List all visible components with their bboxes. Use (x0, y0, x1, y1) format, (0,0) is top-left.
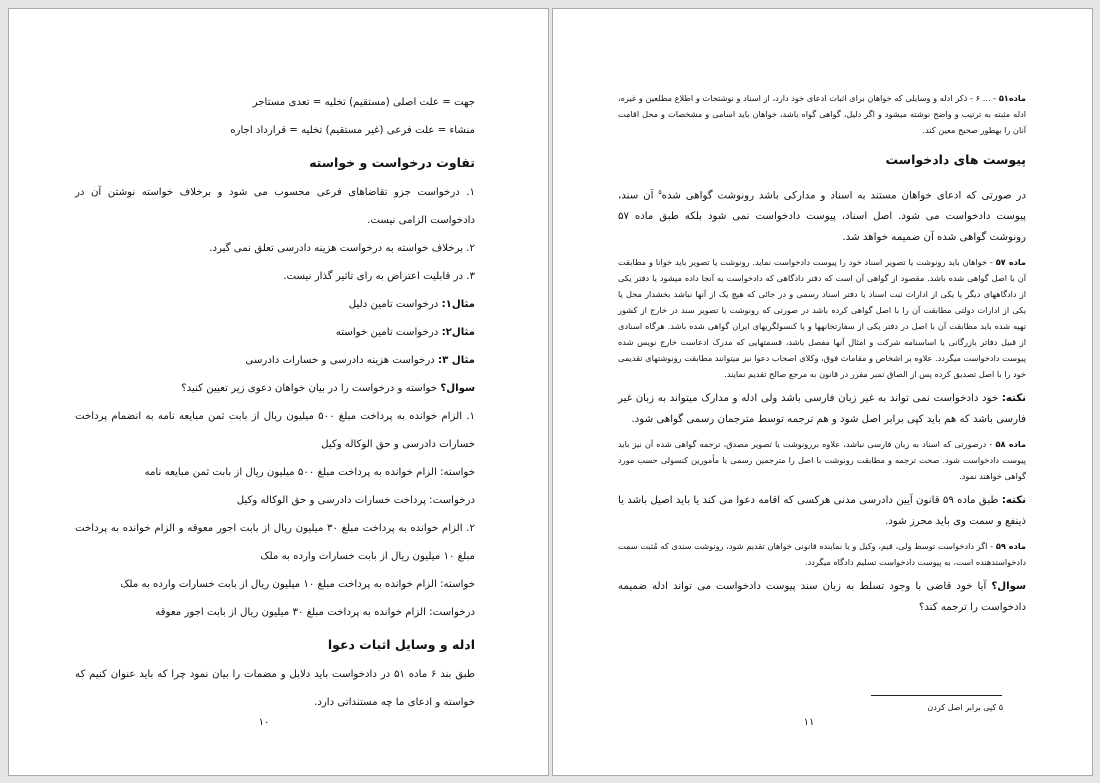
intro-text-a: در صورتی که ادعای خواهان مستند به اسناد و مدارکی باشد رونوشت گواهی شده (661, 190, 1026, 202)
note-label: نکته: (1001, 393, 1026, 405)
question-label: سوال؟ (991, 581, 1026, 593)
note-text: طبق ماده ۵۹ قانون آیین دادرسی مدنی هرکسی که اقامه دعوا می کند یا باید اصیل باشد یا ذینفع و سمت وی باید محرز شود. (618, 495, 1026, 528)
page-11-content (618, 87, 1026, 624)
note-text: خود دادخواست نمی تواند به غیر زبان فارسی باشد ولی ادله و مدارک میتواند به زبان غیر فارسی باشد که هم باید کپی برابر اصل شود و هم ترجمه توسط مترجمان رسمی گواهی شود. (618, 393, 1026, 426)
article-text: - اگر دادخواست توسط ولی، قیم، وکیل و یا نماینده قانونی خواهان تقدیم شود، رونوشت سندی که مُثبت سمت دادخواستدهنده است، به پیوست دادخواست تسلیم دادگاه میگردد. (618, 541, 1026, 568)
list-item: ۳. در قابلیت اعتراض به رای تاثیر گذار نیست. (283, 271, 475, 282)
example-label: مثال۲: (441, 327, 475, 338)
article-label: ماده ۵۸ (995, 439, 1027, 450)
example-line (75, 291, 475, 319)
footnote-divider (871, 695, 1002, 696)
case-line: درخواست: الزام خوانده به پرداخت مبلغ ۳۰ میلیون ریال از بابت اجور معوقه (155, 607, 475, 618)
note-paragraph (618, 490, 1026, 532)
section-heading: ادله و وسایل اثبات دعوا (327, 637, 475, 652)
article-label: ماده ۵۷ (995, 257, 1026, 268)
page-10-content (75, 89, 475, 717)
example-text: درخواست تامین دلیل (348, 299, 442, 310)
page-number: ۱۰ (258, 717, 270, 728)
question-text: آیا خود قاضی با وجود تسلط به زبان سند پیوست دادخواست می تواند ادله ضمیمه دادخواست را ترجمه کند؟ (618, 581, 1026, 614)
question-line (75, 375, 475, 403)
article-51 (618, 90, 1026, 138)
case-line: خواسته: الزام خوانده به پرداخت مبلغ ۱۰ میلیون ریال از بابت خسارات وارده به ملک (120, 579, 475, 590)
example-text: درخواست تامین خواسته (335, 327, 442, 338)
page-number: ۱۱ (803, 717, 815, 728)
footnote-ref: ۵ (658, 189, 662, 196)
question-text: خواسته و درخواست را در بیان خواهان دعوی زیر تعیین کنید؟ (181, 383, 441, 394)
paragraph: طبق بند ۶ ماده ۵۱ در دادخواست باید دلایل و مضمات را بیان نمود چرا که باید عنوان کنیم که خواسته و ادعای ما چه مستنداتی دارد. (75, 669, 475, 708)
section-heading: پیوست های دادخواست (885, 152, 1026, 167)
article-text: - خواهان باید رونوشت یا تصویر اسناد خود را پیوست دادخواست نماید. رونوشت یا تصویر باید خوانا و مطابقت آن با اصل گواهی شده باشد. مقصود از گواهی آن است که دفتر دادگاهی که دادخواست به آنجا داده میشود یا دفتر یکی از دادگاههای دیگر یا یکی از ادارات ثبت اسناد یا دفتر اسناد رسمی و در جائی که هیچ یک از آنها نباشد بخشدار محل یا یکی از ادارات دولتی مطابقت آن را با اصل گواهی کرده باشد در صورتی که رونوشت یا تصویر سند در خارج از کشور تهیه شده باید مطابقت آن با اصل در دفتر یکی از سفارتخانهها و یا کنسولگریهای ایران گواهی شده باشد. هرگاه اسنادی از قبیل دفاتر بازرگانی یا اساسنامه شرکت و امثال آنها مفصل باشد، قسمتهایی که مدرک ادعاست خارج نویس شده پیوست دادخواست میگردد. علاوه بر اشخاص و مقامات فوق، وکلای اصحاب دعوا نیز میتوانند مطابقت رونوشتهای تقدیمی خود را با اصل تصدیق کرده پس از الصاق تمبر مقرر در قانون به مرجع صالح تقدیم نمایند. (618, 257, 1026, 380)
intro-paragraph (618, 182, 1026, 248)
case-line: ۱. الزام خوانده به پرداخت مبلغ ۵۰۰ میلیون ریال از بابت ثمن مبایعه نامه به انضمام پرداخت خسارات دادرسی و حق الوکاله وکیل (75, 411, 475, 450)
question-paragraph (618, 576, 1026, 618)
article-text: - ... ۶ - ذکر ادله و وسایلی که خواهان برای اثبات ادعای خود دارد، از اسناد و نوشتجات و اطلاع مطلعین و غیره، ادله مثبته به ترتیب و واضح نوشته میشود و اگر دلیل، گواهی گواه باشد، خواهان باید اسامی و مشخصات و محل اقامت آنان را بهطور صحیح معین کند. (618, 93, 1026, 135)
example-line (75, 319, 475, 347)
page-11 (552, 8, 1093, 776)
page-10 (8, 8, 549, 776)
example-line (75, 347, 475, 375)
case-line: ۲. الزام خوانده به پرداخت مبلغ ۳۰ میلیون ریال از بابت اجور معوقه و الزام خوانده به پرداخت مبلغ ۱۰ میلیون ریال از بابت خسارات وارده به ملک (75, 523, 475, 562)
list-item: ۱. درخواست جزو تقاضاهای فرعی محسوب می شود و برخلاف خواسته نوشتن آن در دادخواست الزامی نیست. (75, 187, 475, 226)
intro-text-b: آن سند، پیوست دادخواست می شود. اصل اسناد، پیوست دادخواست نمی شود بلکه طبق ماده ۵۷ رونوشت گواهی شده آن ضمیمه خواهد شد. (618, 190, 1026, 244)
article-57 (618, 254, 1026, 382)
article-label: ماده۵۱ (998, 93, 1026, 103)
list-item: ۲. برخلاف خواسته به درخواست هزینه دادرسی تعلق نمی گیرد. (209, 243, 475, 254)
article-text: - درصورتی که اسناد به زبان فارسی نباشد، علاوه بررونوشت یا تصویر مصدق، ترجمه گواهی شده آن نیز باید پیوست دادخواست شود. صحت ترجمه و مطابقت رونوشت با اصل را مترجمین رسمی یا مأمورین کنسولی حسب مورد گواهی خواهند نمود. (618, 439, 1026, 482)
text-line: منشاء = علت فرعی (غیر مستقیم) تخلیه = قرارداد اجاره (230, 125, 475, 136)
example-text: درخواست هزینه دادرسی و خسارات دادرسی (245, 355, 439, 366)
note-label: نکته: (1001, 495, 1026, 507)
article-label: ماده ۵۹ (995, 541, 1026, 552)
case-line: خواسته: الزام خوانده به پرداخت مبلغ ۵۰۰ میلیون ریال از بابت ثمن مبایعه نامه (144, 467, 475, 478)
case-line: درخواست: پرداخت خسارات دادرسی و حق الوکاله وکیل (236, 495, 475, 506)
example-label: مثال۱: (441, 299, 475, 310)
note-paragraph (618, 388, 1026, 430)
footnote: ۵ کپی برابر اصل کردن (927, 703, 1003, 712)
article-58 (618, 436, 1026, 484)
section-heading: تفاوت درخواست و خواسته (309, 155, 475, 170)
question-label: سوال؟ (440, 383, 475, 394)
text-line: جهت = علت اصلی (مستقیم) تخلیه = تعدی مستاجر (252, 97, 475, 108)
example-label: مثال ۳: (438, 355, 475, 366)
article-59 (618, 538, 1026, 570)
